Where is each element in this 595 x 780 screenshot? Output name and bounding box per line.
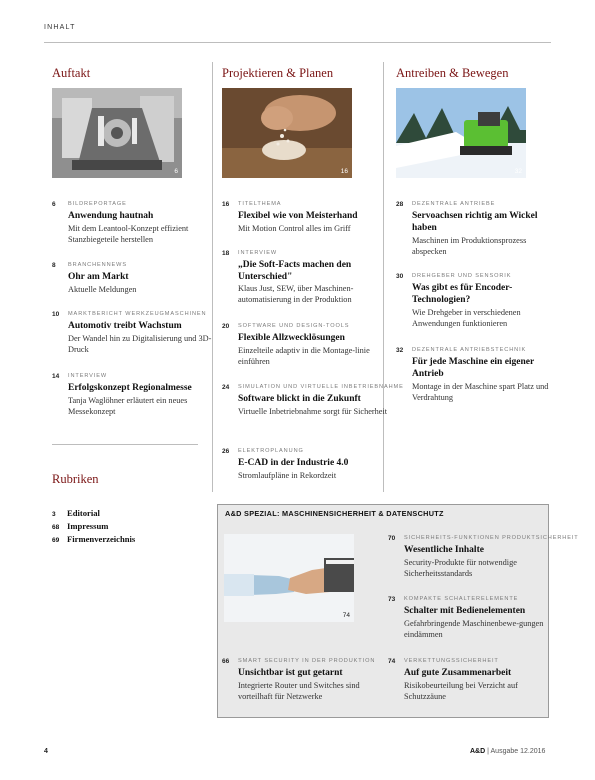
section-label: INHALT — [44, 24, 76, 31]
entry-title: Software blickt in die Zukunft — [238, 394, 361, 404]
entry-category: DREHGEBER UND SENSORIK — [412, 273, 512, 279]
image-page-number: 74 — [342, 612, 350, 619]
entry-category: INTERVIEW — [68, 373, 108, 379]
entry-description: Maschinen im Produktionsprozess abspecken — [412, 236, 527, 256]
toc-entry[interactable] — [396, 272, 556, 334]
toc-entry[interactable] — [222, 322, 382, 372]
entry-description: Mit dem Leantool-Konzept effizient Stanzbiegeteile herstellen — [68, 224, 189, 244]
entry-description: Risikobeurteilung bei Verzicht auf Schutzzäune — [404, 681, 518, 701]
entry-title: Wesentliche Inhalte — [404, 545, 484, 555]
rubrik-item[interactable] — [52, 508, 100, 518]
entry-page-number: 26 — [222, 448, 230, 455]
entry-category: BILDREPORTAGE — [68, 201, 127, 207]
entry-page-number: 8 — [52, 262, 56, 269]
toc-entry[interactable] — [52, 372, 212, 422]
toc-entry[interactable] — [52, 310, 212, 360]
entry-category: KOMPAKTE SCHALTERELEMENTE — [404, 596, 519, 602]
toc-entry[interactable] — [388, 657, 548, 707]
entry-description: Einzelteile adaptiv in die Montage-linie einführen — [238, 346, 370, 366]
rubrik-page-number: 3 — [52, 511, 56, 518]
entry-description: Integrierte Router und Switches sind vorteilhaft für Netzwerke — [238, 681, 360, 701]
entry-category: VERKETTUNGSSICHERHEIT — [404, 658, 499, 664]
image-page-number: 6 — [174, 168, 178, 175]
entry-page-number: 24 — [222, 384, 230, 391]
entry-title: Auf gute Zusammenarbeit — [404, 668, 512, 678]
entry-description: Tanja Waglöhner erläutert ein neues Messekonzept — [68, 396, 188, 416]
entry-description: Wie Drehgeber in verschiedenen Anwendungen funktionieren — [412, 308, 521, 328]
column-title-auftakt: Auftakt — [52, 66, 91, 80]
entry-title: Unsichtbar ist gut getarnt — [238, 668, 343, 678]
entry-category: SICHERHEITS-FUNKTIONEN PRODUKTSICHERHEIT — [404, 535, 579, 541]
toc-entry[interactable] — [396, 200, 556, 262]
entry-description: Mit Motion Control alles im Griff — [238, 224, 351, 233]
entry-page-number: 10 — [52, 311, 60, 318]
entry-page-number: 74 — [388, 658, 396, 665]
entry-title: Flexibel wie von Meisterhand — [238, 211, 358, 221]
entry-category: SIMULATION UND VIRTUELLE INBETRIEBNAHME — [238, 384, 404, 390]
entry-category: INTERVIEW — [238, 250, 278, 256]
column-title-antreiben: Antreiben & Bewegen — [396, 66, 509, 80]
entry-title: Schalter mit Bedienelementen — [404, 606, 526, 616]
toc-entry[interactable] — [396, 346, 556, 408]
toc-entry[interactable] — [222, 383, 404, 433]
rubriken-title: Rubriken — [52, 472, 99, 486]
page-number: 4 — [44, 748, 48, 755]
entry-title: Ohr am Markt — [68, 272, 129, 282]
issue-label: Ausgabe 12.2016 — [490, 748, 546, 755]
entry-category: BRANCHENNEWS — [68, 262, 127, 268]
entry-description: Montage in der Maschine spart Platz und Verdrahtung — [412, 382, 549, 402]
rubrik-item[interactable] — [52, 534, 135, 544]
rubrik-label: Editorial — [67, 508, 100, 518]
toc-entry[interactable] — [52, 200, 212, 250]
journal-issue — [470, 748, 545, 755]
entry-description: Der Wandel hin zu Digitalisierung und 3D-Druck — [68, 334, 212, 354]
toc-entry[interactable] — [222, 447, 382, 487]
entry-description: Aktuelle Meldungen — [68, 285, 137, 294]
entry-description: Security-Produkte für notwendige Sicherheitsstandards — [404, 558, 517, 578]
toc-entry[interactable] — [388, 534, 579, 584]
rubrik-item[interactable] — [52, 521, 108, 531]
image-page-number: 32 — [514, 168, 522, 175]
entry-title: Anwendung hautnah — [68, 211, 154, 221]
toc-entry[interactable] — [388, 595, 548, 645]
header-divider — [44, 42, 551, 43]
toc-entry[interactable] — [52, 261, 212, 301]
entry-category: SMART SECURITY IN DER PRODUKTION — [238, 658, 376, 664]
entry-page-number: 30 — [396, 273, 404, 280]
entry-title: Flexible Allzwecklösungen — [238, 333, 345, 343]
entry-category: DEZENTRALE ANTRIEBE — [412, 201, 496, 207]
image-robot-handshake — [224, 534, 354, 622]
image-snow-groomer — [396, 88, 526, 178]
rubrik-page-number: 69 — [52, 537, 60, 544]
journal-separator: | — [487, 748, 489, 755]
rubrik-label: Impressum — [67, 521, 109, 531]
entry-page-number: 66 — [222, 658, 230, 665]
entry-title: Was gibt es für Encoder-Technologien? — [412, 283, 513, 305]
entry-category: DEZENTRALE ANTRIEBSTECHNIK — [412, 347, 527, 353]
entry-page-number: 6 — [52, 201, 56, 208]
entry-page-number: 16 — [222, 201, 230, 208]
image-production-line — [52, 88, 182, 178]
rubriken-divider — [52, 444, 198, 445]
image-page-number: 16 — [340, 168, 348, 175]
entry-title: E-CAD in der Industrie 4.0 — [238, 458, 349, 468]
toc-entry[interactable] — [222, 657, 382, 707]
entry-page-number: 32 — [396, 347, 404, 354]
entry-title: Für jede Maschine ein eigener Antrieb — [412, 357, 535, 379]
entry-title: Erfolgskonzept Regionalmesse — [68, 383, 192, 393]
entry-title: Automotiv treibt Wachstum — [68, 321, 182, 331]
entry-description: Stromlaufpläne in Rekordzeit — [238, 471, 337, 480]
entry-category: SOFTWARE UND DESIGN-TOOLS — [238, 323, 350, 329]
column-title-projektieren: Projektieren & Planen — [222, 66, 334, 80]
rubrik-label: Firmenverzeichnis — [67, 534, 136, 544]
entry-page-number: 70 — [388, 535, 396, 542]
entry-category: ELEKTROPLANUNG — [238, 448, 304, 454]
entry-category: MARKTBERICHT WERKZEUGMASCHINEN — [68, 311, 207, 317]
entry-page-number: 18 — [222, 250, 230, 257]
image-hands-with-flour — [222, 88, 352, 178]
entry-title: Servoachsen richtig am Wickel haben — [412, 211, 538, 233]
toc-entry[interactable] — [222, 200, 382, 240]
entry-title: „Die Soft-Facts machen den Unterschied" — [238, 260, 352, 282]
special-title: A&D SPEZIAL: MASCHINENSICHERHEIT & DATENSCHUTZ — [225, 509, 444, 518]
entry-description: Gefahrbringende Maschinenbewe-gungen eindämmen — [404, 619, 544, 639]
rubrik-page-number: 68 — [52, 524, 60, 531]
entry-description: Klaus Just, SEW, über Maschinen-automatisierung in der Produktion — [238, 284, 354, 304]
entry-description: Virtuelle Inbetriebnahme sorgt für Sicherheit — [238, 407, 388, 416]
entry-category: TITELTHEMA — [238, 201, 282, 207]
entry-page-number: 14 — [52, 373, 60, 380]
entry-page-number: 20 — [222, 323, 230, 330]
journal-name: A&D — [470, 748, 486, 755]
entry-page-number: 28 — [396, 201, 404, 208]
toc-entry[interactable] — [222, 249, 382, 311]
entry-page-number: 73 — [388, 596, 396, 603]
